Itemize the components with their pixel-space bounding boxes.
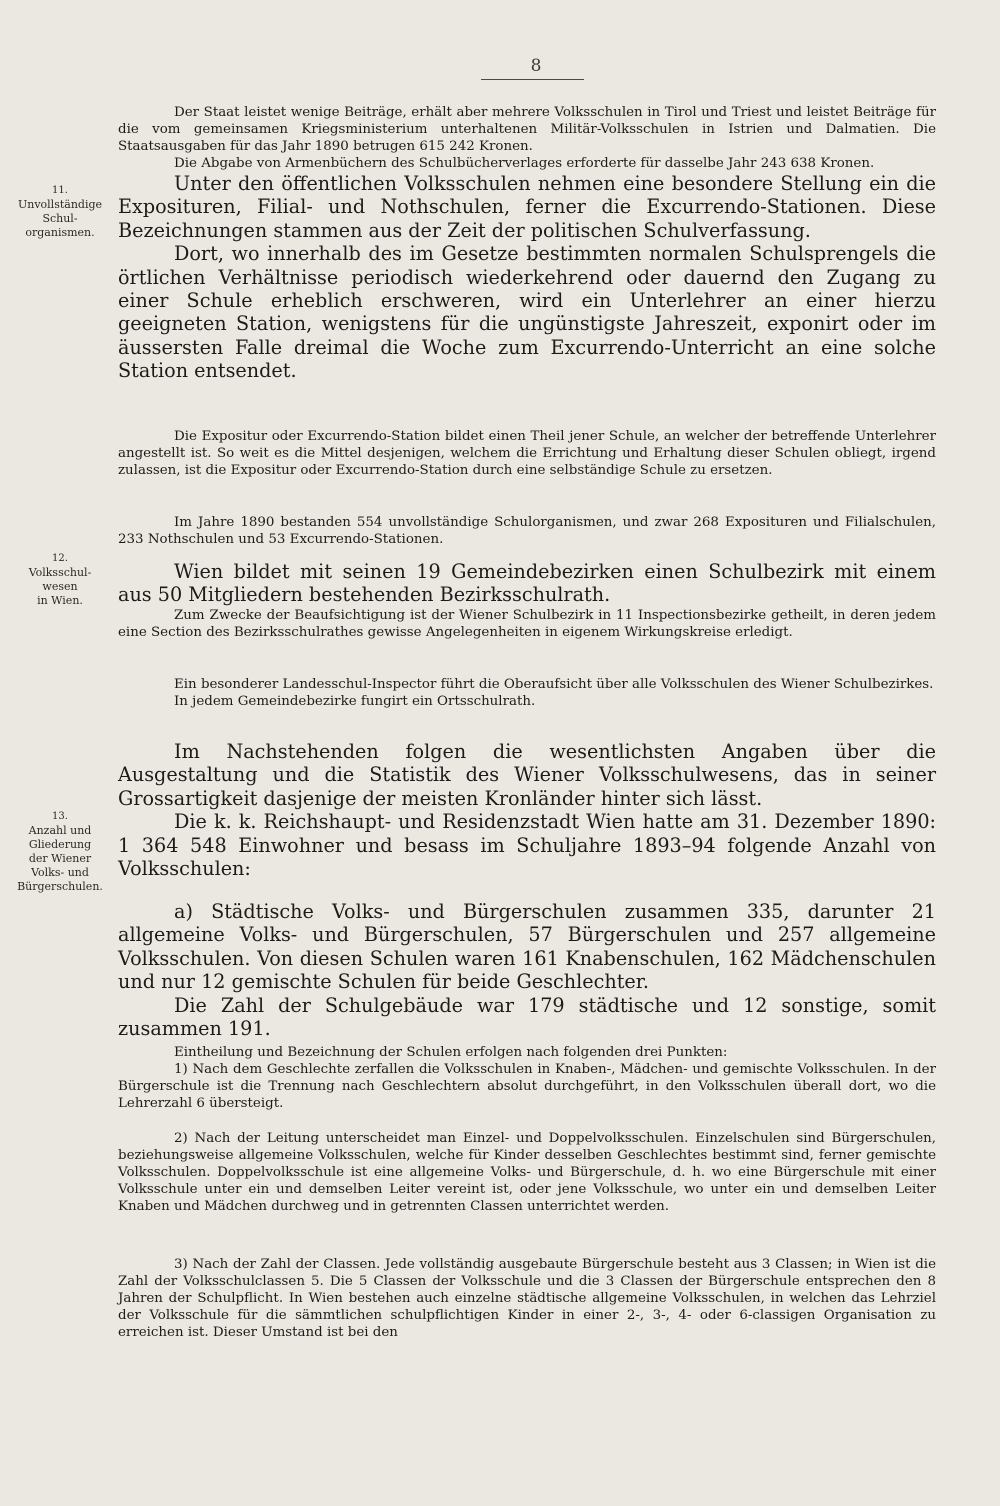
text-block-1: [118, 104, 936, 383]
header-rule: [481, 79, 584, 80]
paragraph-excurrendo: Dort, wo innerhalb des im Gesetze bestimmten normalen Schulsprengels die örtlichen Verhältnisse periodisch wiederkehrend oder dauernd den Zugang zu einer Schule erheblich erschweren, wird ein Unterlehrer an einer hierzu geeigneten Station, wenigstens für die ungünstigste Jahreszeit, exponirt oder im äussersten Falle dreimal die Woche zum Excurrendo-Unterricht an eine solche Station entsendet.: [118, 242, 936, 383]
sidenote-line: Volksschul-: [28, 566, 92, 579]
paragraph-inspector: Ein besonderer Landesschul-Inspector führt die Oberaufsicht über alle Volksschulen des Wiener Schulbezirkes.: [174, 677, 934, 692]
sidenote-line: organismen.: [25, 226, 95, 239]
sidenote-12: [4, 552, 116, 608]
sidenote-number: 13.: [52, 811, 68, 822]
text-block-5: [118, 676, 936, 710]
text-block-8: [118, 1044, 936, 1112]
sidenote-number: 12.: [52, 553, 68, 564]
paragraph-inspection: Zum Zwecke der Beaufsichtigung ist der Wiener Schulbezirk in 11 Inspectionsbezirke getheilt, in deren jedem eine Section des Bezirksschulrathes gewisse Angelegenheiten in eigenem Wirkungskreise erledigt.: [118, 607, 936, 640]
sidenote-line: Anzahl und: [28, 824, 92, 837]
paragraph-expositur: Die Expositur oder Excurrendo-Station bildet einen Theil jener Schule, an welcher der betreffende Unterlehrer angestellt ist. So weit es die Mittel desjenigen, welchem die Errichtung und Erhaltung dieser Schulen obliegt, irgend zulassen, ist die Expositur oder Excurrendo-Station durch eine selbständige Schule zu ersetzen.: [118, 429, 936, 478]
text-block-10: [118, 1256, 936, 1341]
paragraph-vienna-district: Wien bildet mit seinen 19 Gemeindebezirken einen Schulbezirk mit einem aus 50 Mitgliedern bestehenden Bezirksschulrath.: [118, 560, 936, 607]
sidenote-11: [4, 184, 116, 240]
text-block-9: [118, 1130, 936, 1215]
sidenote-13: [4, 810, 116, 894]
page-number: 8: [530, 56, 542, 76]
sidenote-line: Unvollständige: [17, 198, 103, 211]
sidenote-line: in Wien.: [37, 594, 83, 607]
text-block-6: [118, 740, 936, 880]
paragraph-vienna-population: Die k. k. Reichshaupt- und Residenzstadt Wien hatte am 31. Dezember 1890: 1 364 548 Einwohner und besass im Schuljahre 1893–94 folgende Anzahl von Volksschulen:: [118, 810, 936, 881]
sidenote-line: Gliederung: [28, 838, 92, 851]
paragraph-ortsschulrath: In jedem Gemeindebezirke fungirt ein Ortsschulrath.: [174, 694, 536, 709]
sidenote-line: wesen: [42, 580, 78, 593]
paragraph-point-3: 3) Nach der Zahl der Classen. Jede vollständig ausgebaute Bürgerschule besteht aus 3 Classen; in Wien ist die Zahl der Volksschulclassen 5. Die 5 Classen der Volksschule und die 3 Classen der Bürgerschule entsprechen den 8 Jahren der Schulpflicht. In Wien bestehen auch einzelne städtische allgemeine Volksschulen, in welchen das Lehrziel der Volksschule für die sämmtlichen schulpflichtigen Kinder in einer 2-, 3-, 4- oder 6-classigen Organisation zu erreichen ist. Dieser Umstand ist bei den: [118, 1257, 936, 1340]
paragraph-1890-statistics: Im Jahre 1890 bestanden 554 unvollständige Schulorganismen, und zwar 268 Exposituren und Filialschulen, 233 Nothschulen und 53 Excurrendo-Stationen.: [118, 515, 936, 547]
paragraph-classification: Eintheilung und Bezeichnung der Schulen erfolgen nach folgenden drei Punkten:: [174, 1045, 728, 1060]
paragraph-point-1: 1) Nach dem Geschlechte zerfallen die Volksschulen in Knaben-, Mädchen- und gemischte Volksschulen. In der Bürgerschule ist die Trennung nach Geschlechtern absolut durchgeführt, in den Volksschulen überall dort, wo die Lehrerzahl 6 übersteigt.: [118, 1062, 936, 1111]
paragraph-buildings: Die Zahl der Schulgebäude war 179 städtische und 12 sonstige, somit zusammen 191.: [118, 993, 936, 1041]
paragraph-special-schools: Unter den öffentlichen Volksschulen nehmen eine besondere Stellung ein die Exposituren, Filial- und Nothschulen, ferner die Excurrendo-Stationen. Diese Bezeichnungen stammen aus der Zeit der politischen Schulverfassung.: [118, 172, 936, 242]
paragraph-point-2: 2) Nach der Leitung unterscheidet man Einzel- und Doppelvolksschulen. Einzelschulen sind Bürgerschulen, beziehungsweise allgemeine Volksschulen, welche für Kinder desselben Geschlechtes bestimmt sind, ferner gemischte Volksschulen. Doppelvolksschule ist eine allgemeine Volks- und Bürgerschule, d. h. wo eine Bürgerschule mit einer Volksschule unter ein und demselben Leiter vereint ist, oder jene Volksschule, wo unter ein und demselben Leiter Knaben und Mädchen durchweg und in getrennten Classen unterrichtet werden.: [118, 1131, 936, 1214]
sidenote-line: Volks- und: [31, 866, 89, 879]
sidenote-line: Schul-: [42, 212, 78, 225]
paragraph-state-contributions: Der Staat leistet wenige Beiträge, erhält aber mehrere Volksschulen in Tirol und Triest und leistet Beiträge für die vom gemeinsamen Kriegsministerium unterhaltenen Militär-Volksschulen in Istrien und Dalmatien. Die Staatsausgaben für das Jahr 1890 betrugen 615 242 Kronen.: [118, 105, 936, 154]
text-block-3: [118, 514, 936, 548]
text-block-7: [118, 900, 936, 1040]
sidenote-number: 11.: [52, 185, 68, 196]
sidenote-line: Bürgerschulen.: [17, 880, 103, 893]
paragraph-poor-books: Die Abgabe von Armenbüchern des Schulbücherverlages erforderte für dasselbe Jahr 243 638 Kronen.: [174, 156, 875, 171]
text-block-4: [118, 560, 936, 641]
sidenote-line: der Wiener: [28, 852, 92, 865]
paragraph-following: Im Nachstehenden folgen die wesentlichsten Angaben über die Ausgestaltung und die Statistik des Wiener Volksschulwesens, das in seiner Grossartigkeit dasjenige der meisten Kronländer hinter sich lässt.: [118, 740, 936, 810]
paragraph-municipal-schools: a) Städtische Volks- und Bürgerschulen zusammen 335, darunter 21 allgemeine Volks- und Bürgerschulen, 57 Bürgerschulen und 257 allgemeine Volksschulen. Von diesen Schulen waren 161 Knabenschulen, 162 Mädchenschulen und nur 12 gemischte Schulen für beide Geschlechter.: [118, 900, 936, 994]
text-block-2: [118, 428, 936, 479]
